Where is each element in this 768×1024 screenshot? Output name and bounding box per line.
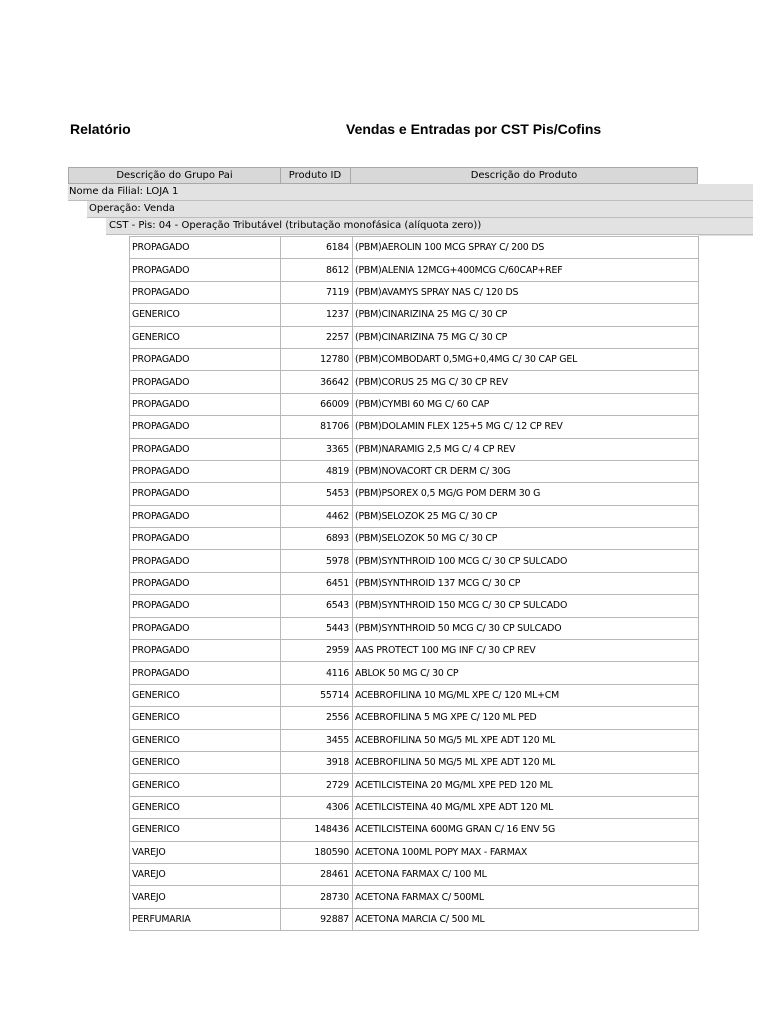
cell-product-description: (PBM)CORUS 25 MG C/ 30 CP REV: [353, 371, 699, 393]
cell-product-description: ACETONA FARMAX C/ 500ML: [353, 886, 699, 908]
cell-product-id: 3918: [281, 751, 353, 773]
cell-product-id: 6893: [281, 528, 353, 550]
cell-product-id: 92887: [281, 908, 353, 930]
cell-product-description: ACEBROFILINA 10 MG/ML XPE C/ 120 ML+CM: [353, 684, 699, 706]
cell-product-description: (PBM)SYNTHROID 150 MCG C/ 30 CP SULCADO: [353, 595, 699, 617]
cell-product-description: (PBM)NOVACORT CR DERM C/ 30G: [353, 460, 699, 482]
cell-group: PROPAGADO: [130, 572, 281, 594]
table-row[interactable]: [130, 438, 699, 460]
cell-product-description: (PBM)NARAMIG 2,5 MG C/ 4 CP REV: [353, 438, 699, 460]
table-row[interactable]: [130, 863, 699, 885]
table-row[interactable]: [130, 819, 699, 841]
cell-product-description: ACETILCISTEINA 20 MG/ML XPE PED 120 ML: [353, 774, 699, 796]
cell-product-id: 81706: [281, 416, 353, 438]
report-title: Vendas e Entradas por CST Pis/Cofins: [346, 121, 602, 137]
table-row[interactable]: [130, 371, 699, 393]
column-header-group[interactable]: Descrição do Grupo Pai: [69, 168, 281, 183]
table-row[interactable]: [130, 640, 699, 662]
cell-group: PROPAGADO: [130, 237, 281, 259]
cell-product-description: ACEBROFILINA 5 MG XPE C/ 120 ML PED: [353, 707, 699, 729]
table-header: [68, 167, 698, 184]
cell-product-description: (PBM)SELOZOK 50 MG C/ 30 CP: [353, 528, 699, 550]
cell-product-description: (PBM)DOLAMIN FLEX 125+5 MG C/ 12 CP REV: [353, 416, 699, 438]
cell-product-description: (PBM)SYNTHROID 50 MCG C/ 30 CP SULCADO: [353, 617, 699, 639]
cell-group: GENERICO: [130, 774, 281, 796]
cell-product-description: (PBM)AEROLIN 100 MCG SPRAY C/ 200 DS: [353, 237, 699, 259]
cell-group: GENERICO: [130, 751, 281, 773]
cell-group: PROPAGADO: [130, 617, 281, 639]
table-row[interactable]: [130, 348, 699, 370]
table-row[interactable]: [130, 326, 699, 348]
cell-group: PROPAGADO: [130, 662, 281, 684]
cell-group: PROPAGADO: [130, 595, 281, 617]
cell-product-id: 6451: [281, 572, 353, 594]
cell-product-id: 2257: [281, 326, 353, 348]
table-row[interactable]: [130, 460, 699, 482]
cell-group: PROPAGADO: [130, 281, 281, 303]
cell-product-description: (PBM)CYMBI 60 MG C/ 60 CAP: [353, 393, 699, 415]
cell-product-id: 148436: [281, 819, 353, 841]
cell-product-description: (PBM)SYNTHROID 137 MCG C/ 30 CP: [353, 572, 699, 594]
cell-group: PROPAGADO: [130, 505, 281, 527]
cell-product-id: 5978: [281, 550, 353, 572]
cell-product-id: 12780: [281, 348, 353, 370]
cell-group: GENERICO: [130, 729, 281, 751]
cell-product-description: ACETILCISTEINA 600MG GRAN C/ 16 ENV 5G: [353, 819, 699, 841]
table-row[interactable]: [130, 528, 699, 550]
cell-product-description: AAS PROTECT 100 MG INF C/ 30 CP REV: [353, 640, 699, 662]
cell-group: GENERICO: [130, 326, 281, 348]
cell-product-id: 8612: [281, 259, 353, 281]
table-row[interactable]: [130, 505, 699, 527]
cell-product-id: 180590: [281, 841, 353, 863]
cell-product-id: 4819: [281, 460, 353, 482]
table-row[interactable]: [130, 774, 699, 796]
cell-product-description: (PBM)AVAMYS SPRAY NAS C/ 120 DS: [353, 281, 699, 303]
cell-product-id: 4462: [281, 505, 353, 527]
column-header-product-id[interactable]: Produto ID: [280, 168, 351, 183]
cell-product-description: (PBM)PSOREX 0,5 MG/G POM DERM 30 G: [353, 483, 699, 505]
cell-group: PROPAGADO: [130, 393, 281, 415]
table-row[interactable]: [130, 416, 699, 438]
cell-group: GENERICO: [130, 684, 281, 706]
group-header-operation[interactable]: Operação: Venda: [87, 201, 753, 218]
cell-product-id: 3455: [281, 729, 353, 751]
cell-product-description: (PBM)SYNTHROID 100 MCG C/ 30 CP SULCADO: [353, 550, 699, 572]
table-row[interactable]: [130, 304, 699, 326]
table-row[interactable]: [130, 707, 699, 729]
table-row[interactable]: [130, 751, 699, 773]
cell-group: PROPAGADO: [130, 259, 281, 281]
cell-product-description: (PBM)SELOZOK 25 MG C/ 30 CP: [353, 505, 699, 527]
cell-product-id: 28461: [281, 863, 353, 885]
table-row[interactable]: [130, 259, 699, 281]
table-row[interactable]: [130, 483, 699, 505]
cell-product-id: 2556: [281, 707, 353, 729]
cell-group: PROPAGADO: [130, 460, 281, 482]
table-row[interactable]: [130, 572, 699, 594]
cell-product-id: 6184: [281, 237, 353, 259]
group-header-cst[interactable]: CST - Pis: 04 - Operação Tributável (tributação monofásica (alíquota zero)): [106, 218, 753, 235]
cell-group: VAREJO: [130, 886, 281, 908]
cell-product-id: 4306: [281, 796, 353, 818]
cell-group: PROPAGADO: [130, 528, 281, 550]
table-row[interactable]: [130, 684, 699, 706]
cell-product-id: 7119: [281, 281, 353, 303]
cell-group: PERFUMARIA: [130, 908, 281, 930]
cell-product-description: ABLOK 50 MG C/ 30 CP: [353, 662, 699, 684]
cell-product-id: 2959: [281, 640, 353, 662]
table-row[interactable]: [130, 237, 699, 259]
table-row[interactable]: [130, 662, 699, 684]
cell-product-id: 3365: [281, 438, 353, 460]
table-row[interactable]: [130, 886, 699, 908]
table-row[interactable]: [130, 729, 699, 751]
cell-group: VAREJO: [130, 841, 281, 863]
cell-group: PROPAGADO: [130, 640, 281, 662]
table-row[interactable]: [130, 796, 699, 818]
report-label: Relatório: [70, 121, 131, 137]
cell-product-description: ACEBROFILINA 50 MG/5 ML XPE ADT 120 ML: [353, 751, 699, 773]
product-table: [129, 236, 699, 931]
cell-product-description: ACEBROFILINA 50 MG/5 ML XPE ADT 120 ML: [353, 729, 699, 751]
cell-group: PROPAGADO: [130, 438, 281, 460]
cell-product-id: 66009: [281, 393, 353, 415]
table-row[interactable]: [130, 595, 699, 617]
cell-product-description: (PBM)COMBODART 0,5MG+0,4MG C/ 30 CAP GEL: [353, 348, 699, 370]
table-row[interactable]: [130, 393, 699, 415]
table-row[interactable]: [130, 550, 699, 572]
cell-product-description: (PBM)CINARIZINA 25 MG C/ 30 CP: [353, 304, 699, 326]
table-row[interactable]: [130, 281, 699, 303]
cell-product-id: 2729: [281, 774, 353, 796]
cell-group: GENERICO: [130, 819, 281, 841]
cell-product-id: 1237: [281, 304, 353, 326]
cell-product-description: ACETONA MARCIA C/ 500 ML: [353, 908, 699, 930]
table-row[interactable]: [130, 908, 699, 930]
cell-product-description: ACETONA FARMAX C/ 100 ML: [353, 863, 699, 885]
cell-group: VAREJO: [130, 863, 281, 885]
cell-product-description: (PBM)ALENIA 12MCG+400MCG C/60CAP+REF: [353, 259, 699, 281]
table-row[interactable]: [130, 617, 699, 639]
table-row[interactable]: [130, 841, 699, 863]
cell-group: PROPAGADO: [130, 416, 281, 438]
cell-group: GENERICO: [130, 796, 281, 818]
cell-product-description: ACETONA 100ML POPY MAX - FARMAX: [353, 841, 699, 863]
cell-product-id: 55714: [281, 684, 353, 706]
cell-group: PROPAGADO: [130, 550, 281, 572]
cell-product-id: 6543: [281, 595, 353, 617]
cell-product-description: (PBM)CINARIZINA 75 MG C/ 30 CP: [353, 326, 699, 348]
cell-group: GENERICO: [130, 707, 281, 729]
group-header-branch[interactable]: Nome da Filial: LOJA 1: [68, 184, 753, 201]
cell-group: PROPAGADO: [130, 348, 281, 370]
cell-group: PROPAGADO: [130, 371, 281, 393]
cell-product-id: 4116: [281, 662, 353, 684]
cell-product-description: ACETILCISTEINA 40 MG/ML XPE ADT 120 ML: [353, 796, 699, 818]
column-header-product-description[interactable]: Descrição do Produto: [470, 170, 578, 181]
cell-product-id: 36642: [281, 371, 353, 393]
cell-product-id: 28730: [281, 886, 353, 908]
cell-group: GENERICO: [130, 304, 281, 326]
cell-product-id: 5443: [281, 617, 353, 639]
cell-group: PROPAGADO: [130, 483, 281, 505]
cell-product-id: 5453: [281, 483, 353, 505]
